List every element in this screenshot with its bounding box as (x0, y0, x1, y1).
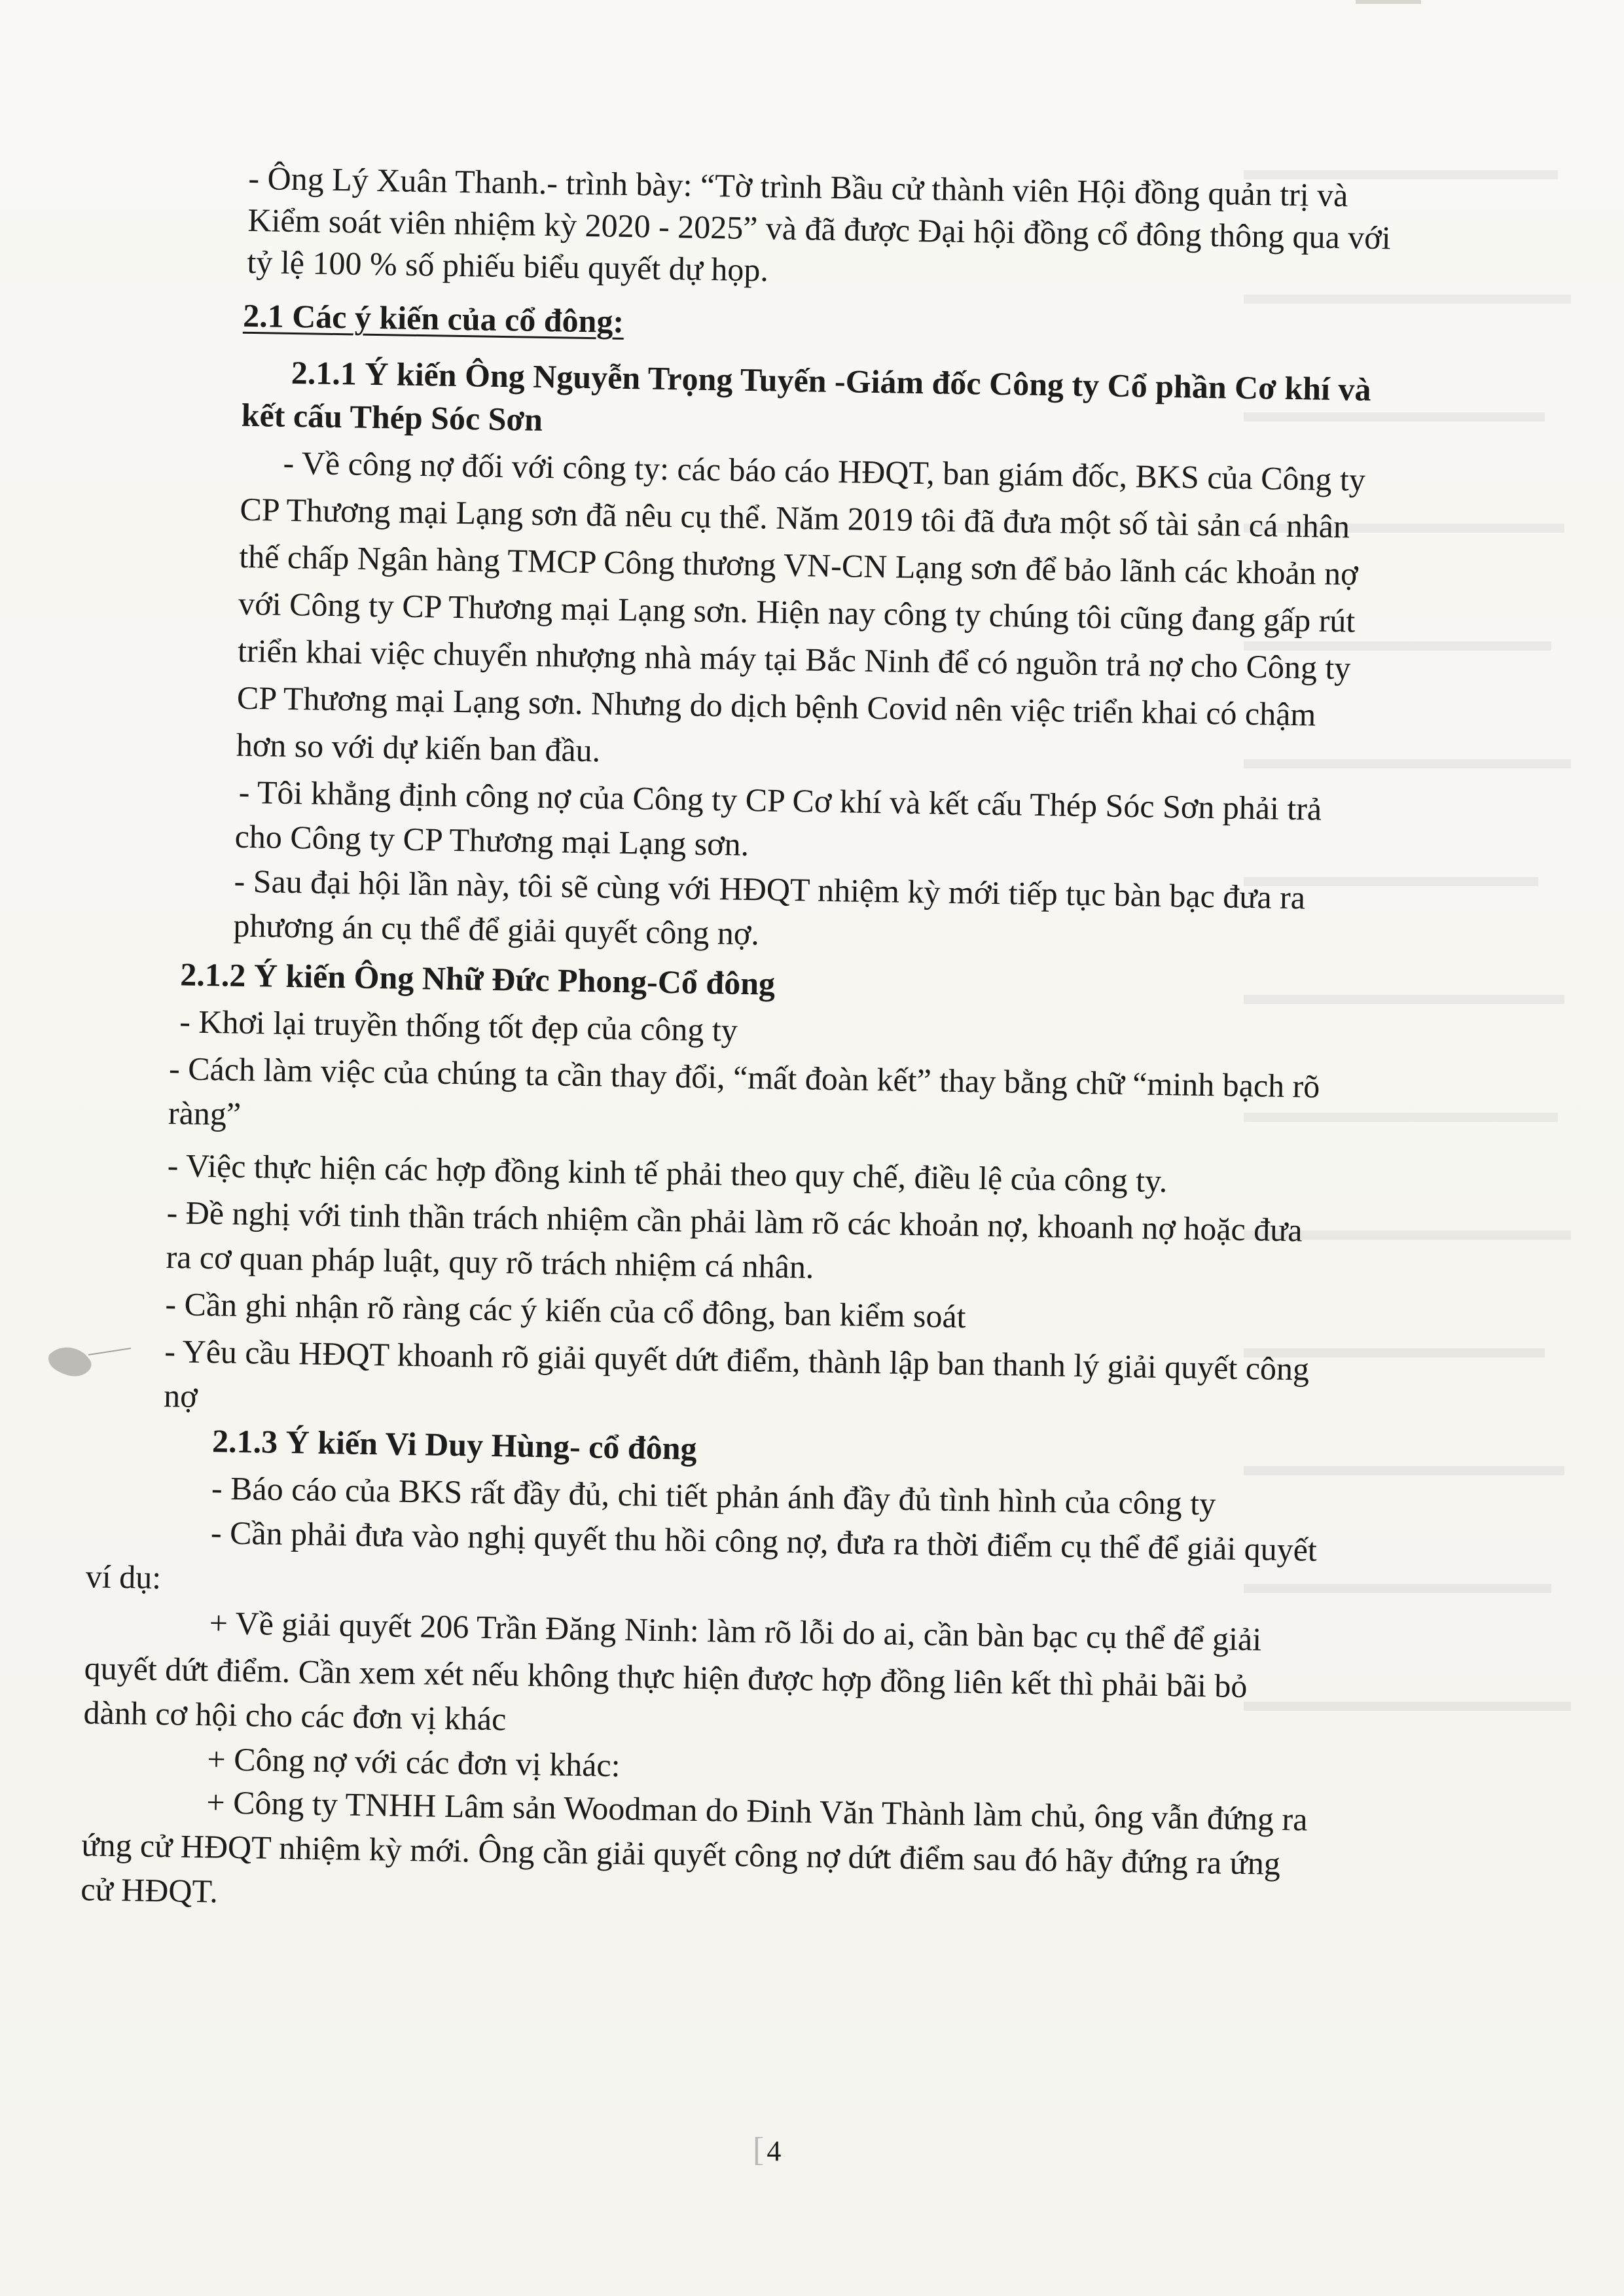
text-line: ví dụ: (85, 1558, 162, 1596)
text-line: - Về công nợ đối với công ty: các báo cáo HĐQT, ban giám đốc, BKS của Công ty (283, 444, 1366, 498)
text-line: + Công nợ với các đơn vị khác: (207, 1740, 621, 1784)
text-line: CP Thương mại Lạng sơn đã nêu cụ thể. Năm 2019 tôi đã đưa một số tài sản cá nhân (240, 490, 1350, 545)
scan-corner-mark (1349, 0, 1428, 10)
text-line: hơn so với dự kiến ban đầu. (236, 726, 601, 769)
text-line: - Tôi khẳng định công nợ của Công ty CP Cơ khí và kết cấu Thép Sóc Sơn phải trả (238, 773, 1322, 827)
text-line: cho Công ty CP Thương mại Lạng sơn. (234, 817, 749, 863)
subsection-heading-2-1-1: 2.1.1 Ý kiến Ông Nguyễn Trọng Tuyến -Giám đốc Công ty Cổ phần Cơ khí và (291, 353, 1371, 408)
text-line: - Yêu cầu HĐQT khoanh rõ giải quyết dứt điểm, thành lập ban thanh lý giải quyết công (164, 1333, 1310, 1388)
text-line: ra cơ quan pháp luật, quy rõ trách nhiệm cá nhân. (166, 1238, 814, 1285)
text-line: + Về giải quyết 206 Trần Đăng Ninh: làm rõ lỗi do ai, cần bàn bạc cụ thể để giải (209, 1604, 1262, 1658)
text-line: phương án cụ thể để giải quyết công nợ. (233, 906, 760, 952)
text-line: - Cần ghi nhận rõ ràng các ý kiến của cổ đông, ban kiểm soát (165, 1285, 966, 1335)
text-line: CP Thương mại Lạng sơn. Nhưng do dịch bệnh Covid nên việc triển khai có chậm (236, 679, 1316, 733)
text-line: triển khai việc chuyển nhượng nhà máy tại Bắc Ninh để có nguồn trả nợ cho Công ty (237, 632, 1351, 687)
text-line: - Việc thực hiện các hợp đồng kinh tế phải theo quy chế, điều lệ của công ty. (167, 1147, 1168, 1200)
text-line: - Đề nghị với tinh thần trách nhiệm cần phải làm rõ các khoản nợ, khoanh nợ hoặc đưa (166, 1194, 1303, 1249)
text-line: tỷ lệ 100 % số phiếu biểu quyết dự họp. (247, 243, 769, 289)
text-line: Kiểm soát viên nhiệm kỳ 2020 - 2025” và đã được Đại hội đồng cổ đông thông qua với (247, 201, 1392, 257)
text-line: quyết dứt điểm. Cần xem xét nếu không thực hiện được hợp đồng liên kết thì phải bãi bỏ (84, 1649, 1248, 1705)
subsection-heading-2-1-2: 2.1.2 Ý kiến Ông Nhữ Đức Phong-Cổ đông (179, 956, 776, 1002)
text-line: - Báo cáo của BKS rất đầy đủ, chi tiết phản ánh đầy đủ tình hình của công ty (211, 1469, 1216, 1522)
section-heading-2-1: 2.1 Các ý kiến của cổ đông: (242, 296, 624, 340)
text-line: - Cần phải đưa vào nghị quyết thu hồi công nợ, đưa ra thời điểm cụ thể để giải quyết (210, 1514, 1318, 1568)
page-number-bracket-icon: [ (753, 2131, 765, 2168)
text-line: nợ (163, 1377, 198, 1414)
text-line: - Sau đại hội lần này, tôi sẽ cùng với HĐQT nhiệm kỳ mới tiếp tục bàn bạc đưa ra (234, 862, 1306, 916)
text-line: ứng cử HĐQT nhiệm kỳ mới. Ông cần giải quyết công nợ dứt điểm sau đó hãy đứng ra ứng (81, 1826, 1281, 1882)
text-line: + Công ty TNHH Lâm sản Woodman do Đinh Văn Thành làm chủ, ông vẫn đứng ra (206, 1784, 1308, 1838)
ink-smudge (43, 1335, 134, 1388)
text-line: - Khơi lại truyền thống tốt đẹp của công ty (179, 1003, 738, 1049)
subsection-heading-2-1-1: kết cấu Thép Sóc Sơn (241, 396, 543, 438)
text-line: ràng” (168, 1094, 242, 1132)
subsection-heading-2-1-3: 2.1.3 Ý kiến Vi Duy Hùng- cổ đông (211, 1422, 697, 1467)
text-line: dành cơ hội cho các đơn vị khác (83, 1694, 507, 1738)
text-line: - Cách làm việc của chúng ta cần thay đổi, “mất đoàn kết” thay bằng chữ “minh bạch rõ (168, 1050, 1320, 1105)
text-line: - Ông Lý Xuân Thanh.- trình bày: “Tờ trình Bầu cử thành viên Hội đồng quản trị và (248, 159, 1348, 214)
page-number: [4 (753, 2131, 782, 2168)
text-line: thế chấp Ngân hàng TMCP Công thương VN-CN Lạng sơn để bảo lãnh các khoản nợ (238, 537, 1359, 592)
text-line: với Công ty CP Thương mại Lạng sơn. Hiện nay công ty chúng tôi cũng đang gấp rút (238, 584, 1356, 639)
text-line: cử HĐQT. (80, 1871, 219, 1910)
